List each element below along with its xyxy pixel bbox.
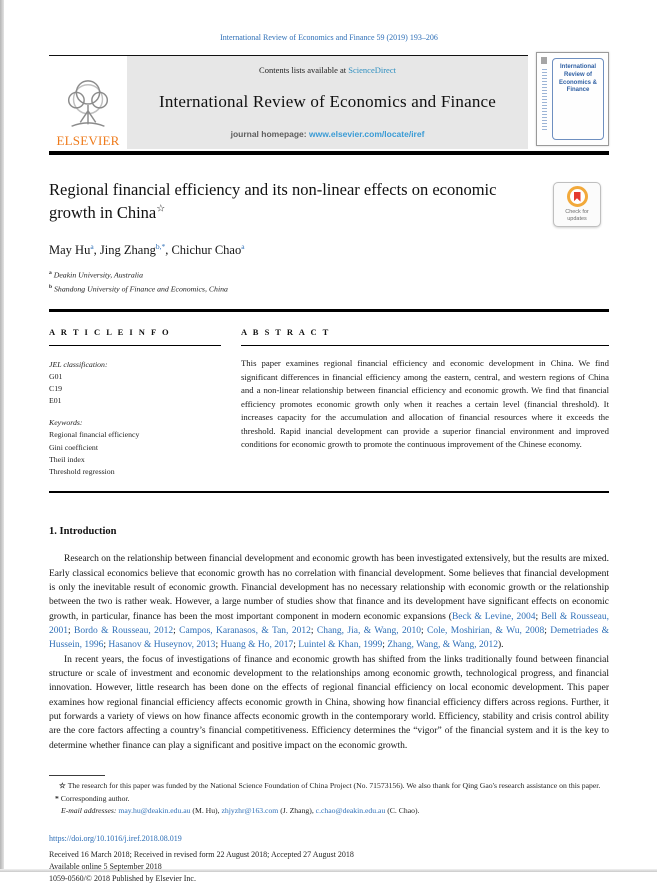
keyword: Threshold regression (49, 466, 115, 476)
page-content (49, 0, 609, 885)
text-segment: (M. Hu), (190, 805, 222, 815)
header-banner-row (49, 55, 528, 149)
header-gray-banner (127, 56, 528, 149)
author-superscript: b,* (155, 242, 166, 251)
text-segment: ; (382, 640, 388, 651)
homepage-url-link[interactable]: www.elsevier.com/locate/iref (308, 129, 425, 139)
doi-link[interactable]: https://doi.org/10.1016/j.iref.2018.08.019 (49, 833, 182, 843)
scan-edge-left (0, 0, 4, 872)
footnote-block (49, 775, 609, 817)
inline-link[interactable]: c.chao@deakin.edu.au (315, 805, 386, 815)
inline-link[interactable]: Hasanov & Huseynov, 2013 (108, 640, 216, 651)
text-segment: Research on the relationship between financial development and economic growth has been investigated extensively, but the results are mixed. Early classical economics believe that economic growth has no correlation with financial development. Some believes that financial development is only the inevitable result of economic growth. Financial development has no necessary relationship with economic growth or the relationship between the two is rather weak. However, a large number of studies show that finance and its development have significant effects on economic growth, in particular, finance has been the most important component in modern economic expansions ( (49, 554, 609, 622)
inline-link[interactable]: Demetriades & Hussein, 1996 (49, 625, 610, 651)
abstract-column (241, 327, 609, 478)
author-line (49, 242, 609, 258)
journal-title: International Review of Economics and Finance (158, 92, 497, 111)
text-segment: , Jing Zhang (93, 243, 156, 258)
title-row (49, 178, 609, 230)
text-segment: ; (103, 640, 109, 651)
footnote-rule (49, 775, 105, 776)
inline-link[interactable]: Campos, Karanasos, & Tan, 2012 (179, 625, 311, 636)
text-segment: ; (544, 625, 551, 636)
abstract-rule (241, 345, 609, 347)
text-segment: , Chichur Chao (165, 243, 242, 258)
funding-footnote-text: The research for this paper was funded by the National Science Foundation of China Project (No. 71573156). We also thank for Qing Gao's research assistance on this paper. (65, 781, 601, 791)
jel-label: JEL classification: (49, 360, 108, 370)
text-segment: ; (293, 640, 299, 651)
text-segment: ; (173, 625, 180, 636)
affiliation-a-marker: a (49, 270, 52, 277)
affiliation-b (49, 283, 609, 296)
inline-link[interactable]: may.hu@deakin.edu.au (118, 805, 191, 815)
elsevier-wordmark: ELSEVIER (56, 133, 120, 148)
keyword: Gini coefficient (49, 442, 99, 452)
affiliation-b-marker: b (49, 283, 53, 290)
cover-spine-text (542, 69, 547, 131)
affiliation-b-text: Shandong University of Finance and Economics, China (54, 284, 228, 294)
crossmark-ring-icon (567, 186, 588, 207)
article-info-heading: A R T I C L E I N F O (49, 326, 171, 337)
inline-link[interactable]: Huang & Ho, 2017 (220, 640, 294, 651)
cover-frame (552, 58, 604, 140)
text-segment: ; (68, 625, 75, 636)
article-info-rule (49, 345, 221, 347)
inline-link[interactable]: Bell & Rousseau, 2001 (49, 611, 609, 636)
received-dates-line: Received 16 March 2018; Received in revised form 22 August 2018; Accepted 27 August 2018 (49, 849, 354, 859)
funding-footnote-marker: ☆ (59, 781, 66, 791)
inline-link[interactable]: Chang, Jia, & Wang, 2010 (316, 625, 422, 636)
introduction-paragraph-1 (49, 552, 609, 652)
keyword: Regional financial efficiency (49, 430, 140, 440)
sciencedirect-link[interactable]: ScienceDirect (348, 65, 396, 75)
check-for-updates-label: Check for updates (565, 209, 589, 222)
homepage-label: journal homepage: (230, 129, 309, 139)
check-for-updates-badge[interactable] (553, 182, 601, 227)
journal-cover-thumbnail[interactable] (536, 52, 609, 146)
jel-code: C19 (49, 384, 62, 394)
corresponding-marker: * (55, 794, 59, 804)
inline-link[interactable]: Luintel & Khan, 1999 (298, 640, 383, 651)
elsevier-logo (49, 56, 127, 149)
keyword: Theil index (49, 454, 85, 464)
text-segment: E-mail addresses: (61, 805, 119, 815)
journal-citation-line: International Review of Economics and Finance 59 (2019) 193–206 (220, 33, 438, 42)
author-superscript: a (241, 242, 245, 251)
email-addresses-line (49, 805, 609, 817)
text-segment: ; (215, 640, 221, 651)
contents-prefix: Contents lists available at (259, 65, 349, 75)
inline-link[interactable]: zhjyzhr@163.com (221, 805, 279, 815)
jel-code: E01 (49, 396, 62, 406)
author-superscript: a (90, 242, 94, 251)
homepage-line (127, 129, 528, 139)
article-footer (49, 834, 609, 885)
article-info-column (49, 327, 221, 478)
text-segment: (C. Chao). (385, 805, 420, 815)
inline-link[interactable]: Bordo & Rousseau, 2012 (74, 625, 174, 636)
cover-corner-mark (541, 57, 547, 64)
cover-title: International Review of Economics & Finance (558, 64, 597, 94)
keywords-label: Keywords: (49, 418, 83, 428)
text-segment: ; (310, 625, 317, 636)
crossmark-bookmark-icon (574, 192, 581, 202)
inline-link[interactable]: Beck & Levine, 2004 (451, 611, 536, 622)
inline-link[interactable]: Zhang, Wang, & Wang, 2012 (387, 640, 499, 651)
divider-rule (49, 309, 609, 312)
copyright-line: 1059-0560/© 2018 Published by Elsevier Inc. (49, 873, 196, 883)
affiliations (49, 269, 609, 296)
elsevier-tree-icon (60, 76, 116, 134)
introduction-paragraph-2: In recent years, the focus of investigations of finance and economic growth has shifted from the links traditionally found between financial structure or scale of investment and economic development to the relationships among economic growth, technological progress, and financial innovation. However, little research has been done on the effects of regional financial efficiency on local economic development. This paper examines how regional financial efficiency affects economic growth in China, showing how financial efficiency differs across regions. Further, it put forwards a variety of views on how finance affects economic growth in the contemporary world. Efficiency, stability and crisis control ability are the core factors affecting a country’s financial competitiveness. Efficiency determines the “vigor” of the financial system and it is the key to determine whether finance can play a significant and positive impact on the economic growth. (49, 654, 609, 751)
introduction-heading: 1. Introduction (49, 526, 117, 538)
affiliation-a-text: Deakin University, Australia (53, 270, 143, 280)
funding-footnote (49, 780, 609, 792)
text-segment: ). (498, 640, 504, 651)
corresponding-text: Corresponding author. (58, 794, 130, 804)
text-segment: ; (421, 625, 428, 636)
affiliation-a (49, 269, 609, 282)
header-rule-thick (49, 151, 609, 155)
available-online-line: Available online 5 September 2018 (49, 861, 162, 871)
text-segment: (J. Zhang), (278, 805, 316, 815)
contents-line (127, 65, 528, 75)
title-footnote-star[interactable]: ☆ (156, 203, 166, 215)
abstract-text: This paper examines regional financial efficiency and economic development in China. We find significant differences in financial efficiency among the eastern, central, and western regions of China and a non-linear relationship between financial efficiency and economic growth. We find that financial efficiency promotes economic growth only when it reaches a certain level (financial threshold). It increases capacity for the accumulation and allocation of financial resources where it exceeds the threshold. Rapid inancial development can provide a superior financial environment and improved conditions for economic growth to promote the continuous improvement of the Chinese economy. (241, 358, 609, 450)
article-title (49, 178, 517, 225)
text-segment: May Hu (49, 243, 91, 258)
divider-rule-bottom (49, 491, 609, 494)
corresponding-author-note (49, 793, 609, 805)
text-segment: ; (535, 611, 542, 622)
info-abstract-section (49, 327, 609, 478)
abstract-heading: A B S T R A C T (241, 326, 331, 337)
inline-link[interactable]: Cole, Moshirian, & Wu, 2008 (427, 625, 545, 636)
journal-header (49, 55, 609, 155)
jel-code: G01 (49, 372, 63, 382)
article-title-text: Regional financial efficiency and its non-linear effects on economic growth in China (49, 180, 497, 223)
